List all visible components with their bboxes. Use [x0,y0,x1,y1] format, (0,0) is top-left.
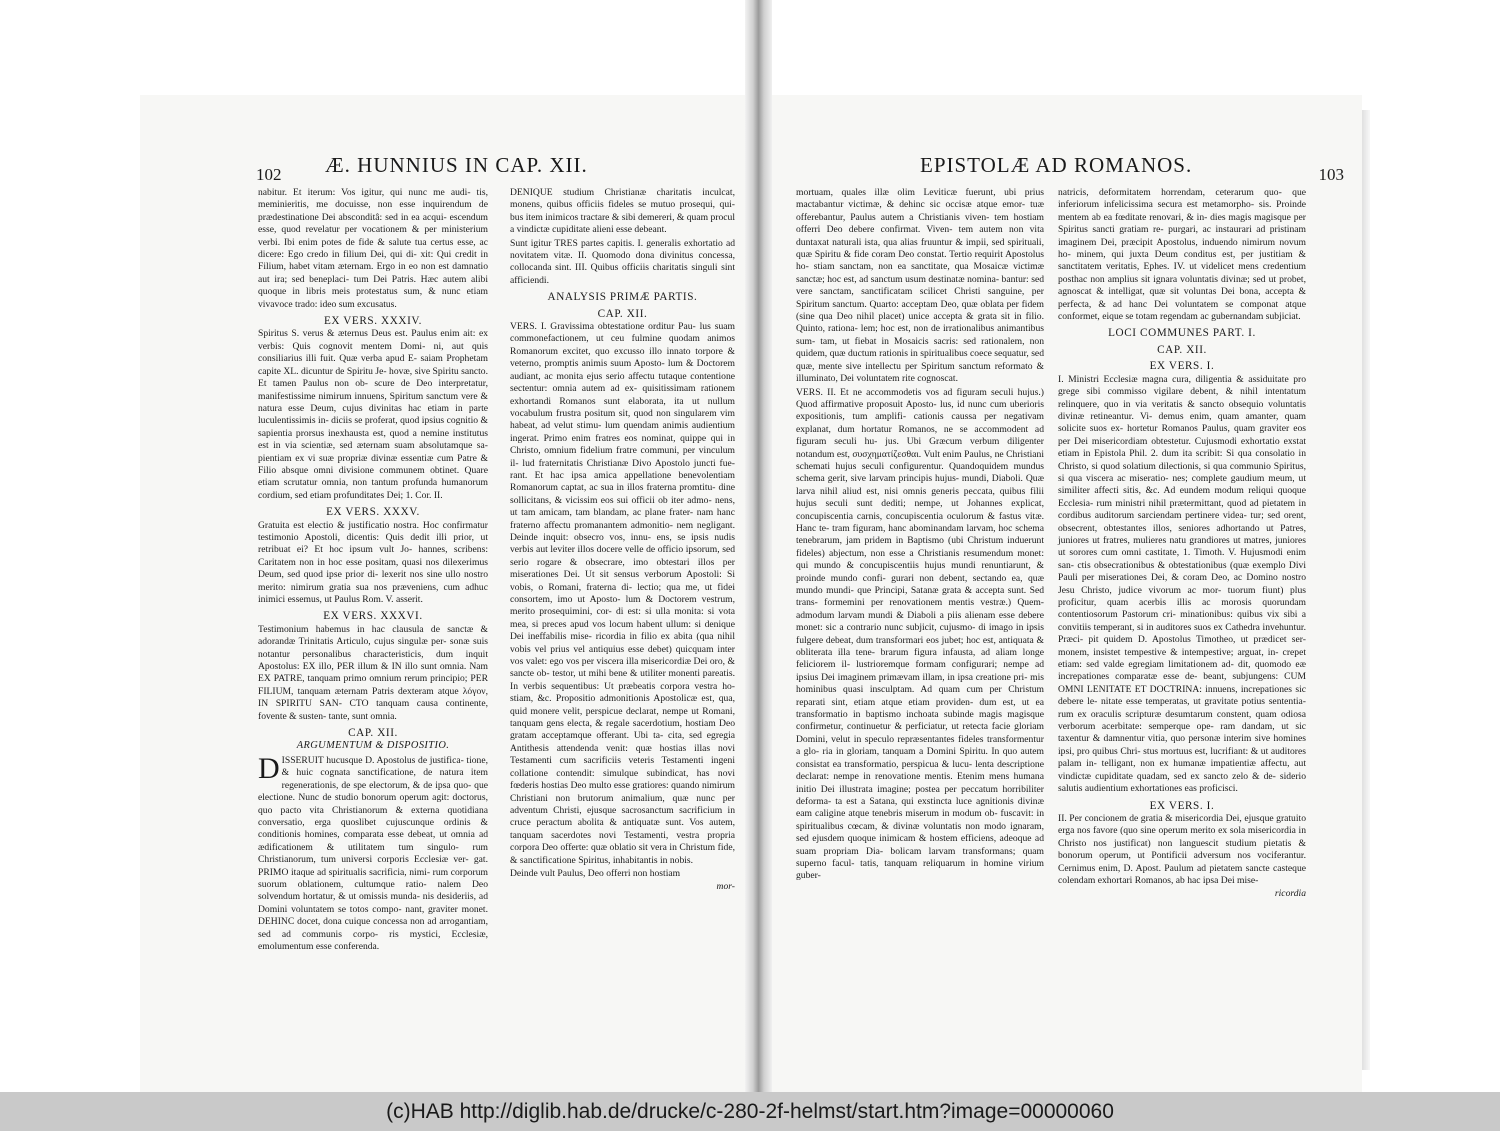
text-column-1 [796,187,1044,884]
drop-cap: D [258,751,280,785]
section-heading: EX VERS. I. [1149,799,1215,812]
section-heading: EX VERS. XXXV. [326,506,420,519]
page-edge [1362,110,1370,1070]
paragraph: Gratuita est electio & justificatio nostra. Hoc confirmatur testimonio Apostoli, dicentis: Quis dedit illi prior, ut retribuat ei? Et hoc ipsum vult Jo- hannes, scribens: Caritatem non in hoc esse positam, quasi nos dilexerimus Deum, sed quod ipse prior di- lexerit nos sine ullo nostro merito: nimirum gratia sua nos præveniens, cum adhuc inimici essemus, ut Paulus Rom. V. asserit. [258,519,488,605]
text-column-2 [510,187,735,895]
book-gutter [745,0,772,1092]
page-number: 102 [256,165,282,184]
paragraph: natricis, deformitatem horrendam, ceterarum quo- que inferiorum infelicissima secura est metamorpho- sis. Proinde mentem ab ea fœditate renovari, & in- dies magis magisque per Spiritus sancti gratiam re- purgari, ac instaurari ad pristinam imaginem Dei, præcipit Apostolus, induendo nimirum novum ho- minem, qui juxta Deum conditus est, per justitiam & sanctitatem veritatis, Ephes. IV. ut videlicet mens credentium posthac non amplius sit ignara voluntatis divinæ; sed ut probet, agnoscat & intelligat, quæ sit voluntas Dei bona, accepta & perfecta, & ad hanc Dei voluntatem se componat atque conformet, eique se totam regendam ac gubernandam subjiciat. [1058,187,1306,323]
section-heading: EX VERS. XXXVI. [323,610,423,623]
section-heading: CAP. XII. [1157,343,1207,356]
paragraph: Testimonium habemus in hac clausula de sanctæ & adorandæ Trinitatis Articulo, cujus singulæ per- sonæ suis notantur personalibus characteristicis, dum inquit Apostolus: EX illo, PER illum & IN illo sunt omnia. Nam EX PATRE, tanquam primo omnium rerum principio; PER FILIUM, tanquam æternam Patris dexteram atque λόγον, IN SPIRITU SAN- CTO tanquam causa continente, fovente & susten- tante, sunt omnia. [258,623,488,722]
catchword: mor- [716,881,735,893]
paragraph: VERS. I. Gravissima obtestatione orditur Pau- lus suam commonefactionem, ut ceu fulmine quodam animos Romanorum excitet, quo excusso illo innato torpore & veterno, promptis animis suum Aposto- lum & Doctorem audiant, ac monita ejus serio affectu tutaque contentione sectentur: omnia autem ad ex- quisitissimam rationem exhortandi Romanos sunt elaborata, ita ut nullum vocabulum frustra positum sit, quod non singularem vim habeat, ad velut stimu- lum quendam animis audientium ingerat. Primo enim fratres eos nominat, quippe qui in Christo, omnium fidelium fratre communi, per vinculum il- lud fraternitatis Christianæ Divo Apostolo juncti fue- rant. Et hac ipsa amica appellatione benevolentiam Romanorum captat, ac sua in illos fraterna promtitu- dine sollicitans, & vicissim eos sui officii ob iter admo- nens, ut tam amicam, tam blandam, ac plane frater- nam hanc fraterno affectu promanantem admonitio- nem negligant. Deinde inquit: obsecro vos, innu- ens, se ipsis nudis verbis aut leviter illos docere velle de officio ipsorum, sed serio rogare & obsecrare, imo obtestari illos per miserationes Dei. Ut sit sensus verborum Apostoli: Si vobis, o Romani, fraterna di- lectio; qua me, ut fidei consortem, imo ut Aposto- lum & Doctorem vestrum, merito prosequimini, cor- di est: si ulla monita: si vota mea, si preces apud vos locum habent ullum: si denique Dei ineffabilis mise- ricordia in filio ex abita (qua nihil vobis vel prius vel antiquius esse debet) quicquam inter vos valet: ego vos per viscera illa misericordiæ Dei oro, & sancte ob- testor, ut mihi bene & utiliter monenti pareatis. In verbis sequentibus: Ut præbeatis corpora vestra ho- stiam, &c. Propositio admonitionis Apostolicæ est, qua, quid monere velit, perspicue declarat, nempe ut Romani, tanquam gens electa, & regale sacerdotium, hostiam Deo gratam acceptamque offerant. Ubi ta- cita, sed egregia Antithesis attendenda venit: quæ hostias illas novi Testamenti cum sacrificiis veteris Testamenti ingeni collatione contendit: simulque subindicat, has novi fœderis hostias Deo multo esse gratiores: quando nimirum Christiani non brutorum animalium, quæ nunc per adventum Christi, ejusque sacrosanctum sacrificium in cruce peractum abolita & antiquatæ sunt. Vos autem, tanquam sacerdotes novi Testamenti, vestra propria corpora Deo offerte: quæ oblatio sit vera in Christum fide, & sanctificatione Spiritus, inhabitantis in nobis. [510,321,735,866]
paragraph: I. Ministri Ecclesiæ magna cura, diligentia & assiduitate pro grege sibi commisso vigilare debent, & nihil intentatum relinquere, quo in via veritatis & sancto obsequio voluntatis divinæ retineantur. Vi- demus enim, quam amanter, quam solicite suos ex- hortetur Romanos Paulus, quam graviter eos per Dei misericordiam obtestetur. Cujusmodi exhortatio exstat etiam in Epistola Phil. 2. dum ita scribit: Si qua consolatio in Christo, si quod solatium dilectionis, si qua communio Spiritus, si qua viscera ac miseratio- nes; complete gaudium meum, ut similiter affecti sitis, &c. Ad eundem modum reliqui quoque Ecclesia- rum ministri nihil prætermittant, quod ad pietatem in cordibus auditorum sarciendam pertinere videa- tur; sed orent, obsecrent, obtestantes illos, seniores adhortando ut Patres, juniores ut fratres, mulieres natu grandiores ut matres, juniores ut sorores cum omni castitate, 1. Timoth. V. Hujusmodi enim san- ctis obsecrationibus & obtestationibus (quæ exemplo Divi Pauli per miserationes Dei, & coram Deo, ac Domino nostro Jesu Christo, judice vivorum ac mor- tuorum fiunt) plus proficitur, quam acerbis illis ac morosis quorundam contentiosorum Pastorum cri- minationibus: quibus vix sibi a convitiis temperant, si in auditores suos ex Cathedra invehuntur. Præci- pit quidem D. Apostolus Timotheo, ut prædicet ser- monem, insistet tempestive & intempestive; arguat, in- crepet etiam: sed valde egregiam limitationem ad- dit, quomodo eæ increpationes comparatæ esse de- beant, subjungens: CUM OMNI LENITATE ET DOCTRINA: innuens, increpationes sic debere le- nitate esse temperatas, ut gravitate potius sententia- rum ex oraculis scripturæ desumtarum constent, quam odiosa verborum acerbitate: semperque ope- ram dandam, ut sic taxentur & damnentur vitia, quo personæ interim sive homines ipsi, pro quibus Chri- stus mortuus est, lucrifiant: & ut auditores palam in- telligant, non ex humanæ impatientiæ affectu, aut vindictæ cupiditate quadam, sed ex sancto zelo & de- siderio salutis audientium exhortationes eas proficisci. [1058,373,1306,795]
text-column-1 [258,187,488,954]
paragraph: Sunt igitur TRES partes capitis. I. generalis exhortatio ad novitatem vitæ. II. Quomodo dona divinitus concessa, collocanda sint. III. Quibus officiis charitatis singuli sint afficiendi. [510,237,735,286]
running-head: Æ. HUNNIUS IN CAP. XII. [325,153,588,177]
right-page [772,95,1362,1095]
section-heading: CAP. XII. [597,307,648,320]
paragraph: mortuam, quales illæ olim Leviticæ fuerunt, ubi prius mactabantur victimæ, & dehinc sic occisæ atque emor- tuæ offerebantur, Paulus autem a Christianis viven- tem hostiam offerri Deo debere confirmat. Viven- tem autem non vita duntaxat naturali ista, qua alias fruuntur & impii, sed spirituali, quæ Spiritu & fide coram Deo constat. Tertio requirit Apostolus ho- stiam sanctam, non ea sanctitate, qua Mosaicæ victimæ sanctæ; hoc est, ad sanctum usum destinatæ nomina- bantur: sed vere sanctam, sanctificatam scilicet Christi sanguine, per Spiritum sanctum. Quarto: acceptam Deo, quæ oblata per fidem (sine qua Deo nihil placet) unice accepta & grata sit in filio. Quinto, rationa- lem; hoc est, non de irrationalibus animantibus sum- tam, ut fiebat in Mosaicis sacris: sed rationalem, non quidem, quæ ductum rationis in spiritualibus coece sequatur, sed quæ, mente sive intellectu per Spiritum sanctum reformato & illuminato, Dei voluntatem rite cognoscat. [796,187,1044,385]
paragraph: Deinde vult Paulus, Deo offerri non hostiam [510,867,681,879]
section-heading: ANALYSIS PRIMÆ PARTIS. [547,291,698,304]
section-heading: EX VERS. I. [1149,360,1215,373]
page-number: 103 [1318,165,1344,184]
paragraph: VERS. II. Et ne accommodetis vos ad figuram seculi hujus.) Quod affirmative proposuit Aposto- lus, id nunc cum uberioris expositionis, tum amplifi- cationis caussa per negativam explanat, dum hortatur Romanos, ne se accommodent ad figuram seculi hu- jus. Ubi Græcum verbum diligenter notandum est, συσχηματίζεσθαι. Vult enim Paulus, ne Christiani schemati hujus seculi configurentur. Quandoquidem mundus schema gerit, sive larvam principis hujus- mundi, Diaboli. Quæ larva nihil aliud est, nisi omnis generis peccata, quibus filii hujus seculi sunt dediti; nempe, ut Johannes explicat, concupiscentia carnis, concupiscentia oculorum & fastus vitæ. Hanc te- tram figuram, hanc abominandam larvam, hoc schema tenebrarum, jam pridem in Baptismo (ubi Christum induerunt fideles) abjectum, non esse a Christianis resumendum monet: qui mundo & concupiscentiis hujus mundi renuntiarunt, & proinde mundo confi- gurari non debent, sectando ea, quæ mundo mundi- que Principi, Satanæ grata & accepta sunt. Sed trans- formemini per renovationem mentis vestræ.) Quem- admodum larvam mundi & Diaboli a piis alienam esse debere monet: sic a contrario nunc subjicit, cujusmo- di imago in ipsis fulgere debeat, dum transformari eos jubet; hoc est, antiquata & obliterata illa tene- brarum figura infausta, ad aliam longe feliciorem il- lustrioremque formam configurari; nempe ad ipsius Dei imaginem primævam illam, in ipsa creatione pri- mis hominibus quasi insculptam. Ad quam cum per Christum reparati sint, etiam atque etiam providen- dum est, ut ea transformatio in baptismo inchoata subinde magis magisque confirmetur, continuetur & perficiatur, ut retecta facie gloriam Domini, velut in speculo repræsentantes fideles transformentur a glo- ria in gloriam, tanquam a Domini Spiritu. In quo autem consistat ea transformatio, perspicua & lucu- lenta descriptione declarat: nempe in renovatione mentis. Etenim mens humana initio Dei illustrata imagine; postea per peccatum horribiliter deforma- ta est a Satana, qui exstincta luce agnitionis divinæ eam caligine atque tenebris miserum in modum ob- fuscavit: in spiritualibus cœcam, & divinæ voluntatis non modo ignaram, sed ejusdem quoque inimicam & hostem efficiens, adeoque ad suam propriam Dia- bolicam larvam transformans; quam superno facul- tatis, tanquam reliquarum in homine virium guber- [796,386,1044,882]
paragraph: nabitur. Et iterum: Vos igitur, qui nunc me audi- tis, meminieritis, me docuisse, non esse inquirendum de prædestinatione Dei absconditâ: sed in ea acqui- escendum esse, quod revelatur per vocationem & per ministerium verbi. Ibi enim potes de fide & salute tua certus esse, ac dicere: Ego credo in filium Dei, qui di- xit: Qui credit in Filium, habet vitam æternam. Ergo in eo non est damnatio aut ira; sed beneplaci- tum Dei Patris. Hæc autem alibi quoque in libris meis protestatus sum, & nunc etiam vivavoce trado: ideo sum excusatus. [258,187,488,310]
paragraph: II. Per concionem de gratia & misericordia Dei, ejusque gratuito erga nos favore (quo sine operum merito ex sola misericordia in Christo nos justificat) non languescit studium pietatis & bonorum operum, ut Pontificii adversum nos vociferantur. Cernimus enim, D. Apost. Paulum ad pietatem sancte casteque colendam exhortari Romanos, ab hac ipsa Dei mise- [1058,812,1306,886]
running-head: EPISTOLÆ AD ROMANOS. [920,153,1193,177]
section-heading: CAP. XII. [348,727,398,740]
section-heading: EX VERS. XXXIV. [323,315,423,328]
copyright-footer: (c)HAB http://diglib.hab.de/drucke/c-280-2f-helmst/start.htm?image=00000060 [0,1092,1500,1131]
paragraph: Spiritus S. verus & æternus Deus est. Paulus enim ait: ex verbis: Quis cognovit mentem Domi- ni, aut quis consiliarius illi fuit. Quæ verba apud E- saiam Prophetam capite XL. dicuntur de Spiritu Je- hovæ, sive Spiritu sancto. Et tamen Paulus non ob- scure de Deo interpretatur, manifestissime nimirum innuens, Spiritum sanctum vere & natura esse Deum, cujus divinitas hac etiam in parte luculentissimis in- diciis se proferat, quod ipsius cognitio & sapientia prorsus inexhausta est, quod a nemine institutus est in via scientiæ, sed æternam suam absolutamque sa- pientiam ex vi suæ propriæ divinæ essentiæ cum Patre & Filio absque omni divisione communem obtinet. Quare etiam scrutatur omnia, non tantum profunda humanorum cordium, sed etiam profunditates Dei; 1. Cor. II. [258,328,488,501]
catchword: ricordia [1274,888,1306,900]
paragraph-text: ISSERUIT hucusque D. Apostolus de justifica- tione, & huic cognata sanctificatione, de natura item regenerationis, de spe electorum, & de ipsa quo- que electione. Nunc de studio bonorum operum agit: doctorus, quo pacto vita Christianorum & externa quotidiana conversatio, erga quoslibet cujuscunque ordinis & conditionis homines, comparata esse debeat, ut omnia ad ædificationem & utilitatem tum singulo- rum Christianorum, tum universi corporis Ecclesiæ ver- gat. PRIMO itaque ad spiritualis sacrificia, nimi- rum corporum suorum oblationem, cultumque ratio- nalem Deo solvendum hortatur, & ut omissis munda- nis desideriis, ad Domini voluntatem se totos compo- nant, graviter monet. DEHINC docet, dona cuique concessa non ad arrogantiam, sed ad communis corpo- ris mystici, Ecclesiæ, emolumentum esse conferenda. [258,754,488,952]
paragraph: DENIQUE studium Christianæ charitatis inculcat, monens, quibus officiis fideles se mutuo prosequi, qui- bus item inimicos tractare & sibi demereri, & quam procul a vindictæ cupiditate alieni esse debeant. [510,187,735,236]
left-page [140,95,745,1095]
section-subheading: ARGUMENTUM & DISPOSITIO. [296,740,450,752]
text-column-2 [1058,187,1306,902]
section-heading: LOCI COMMUNES PART. I. [1108,327,1256,340]
paragraph [258,751,488,954]
